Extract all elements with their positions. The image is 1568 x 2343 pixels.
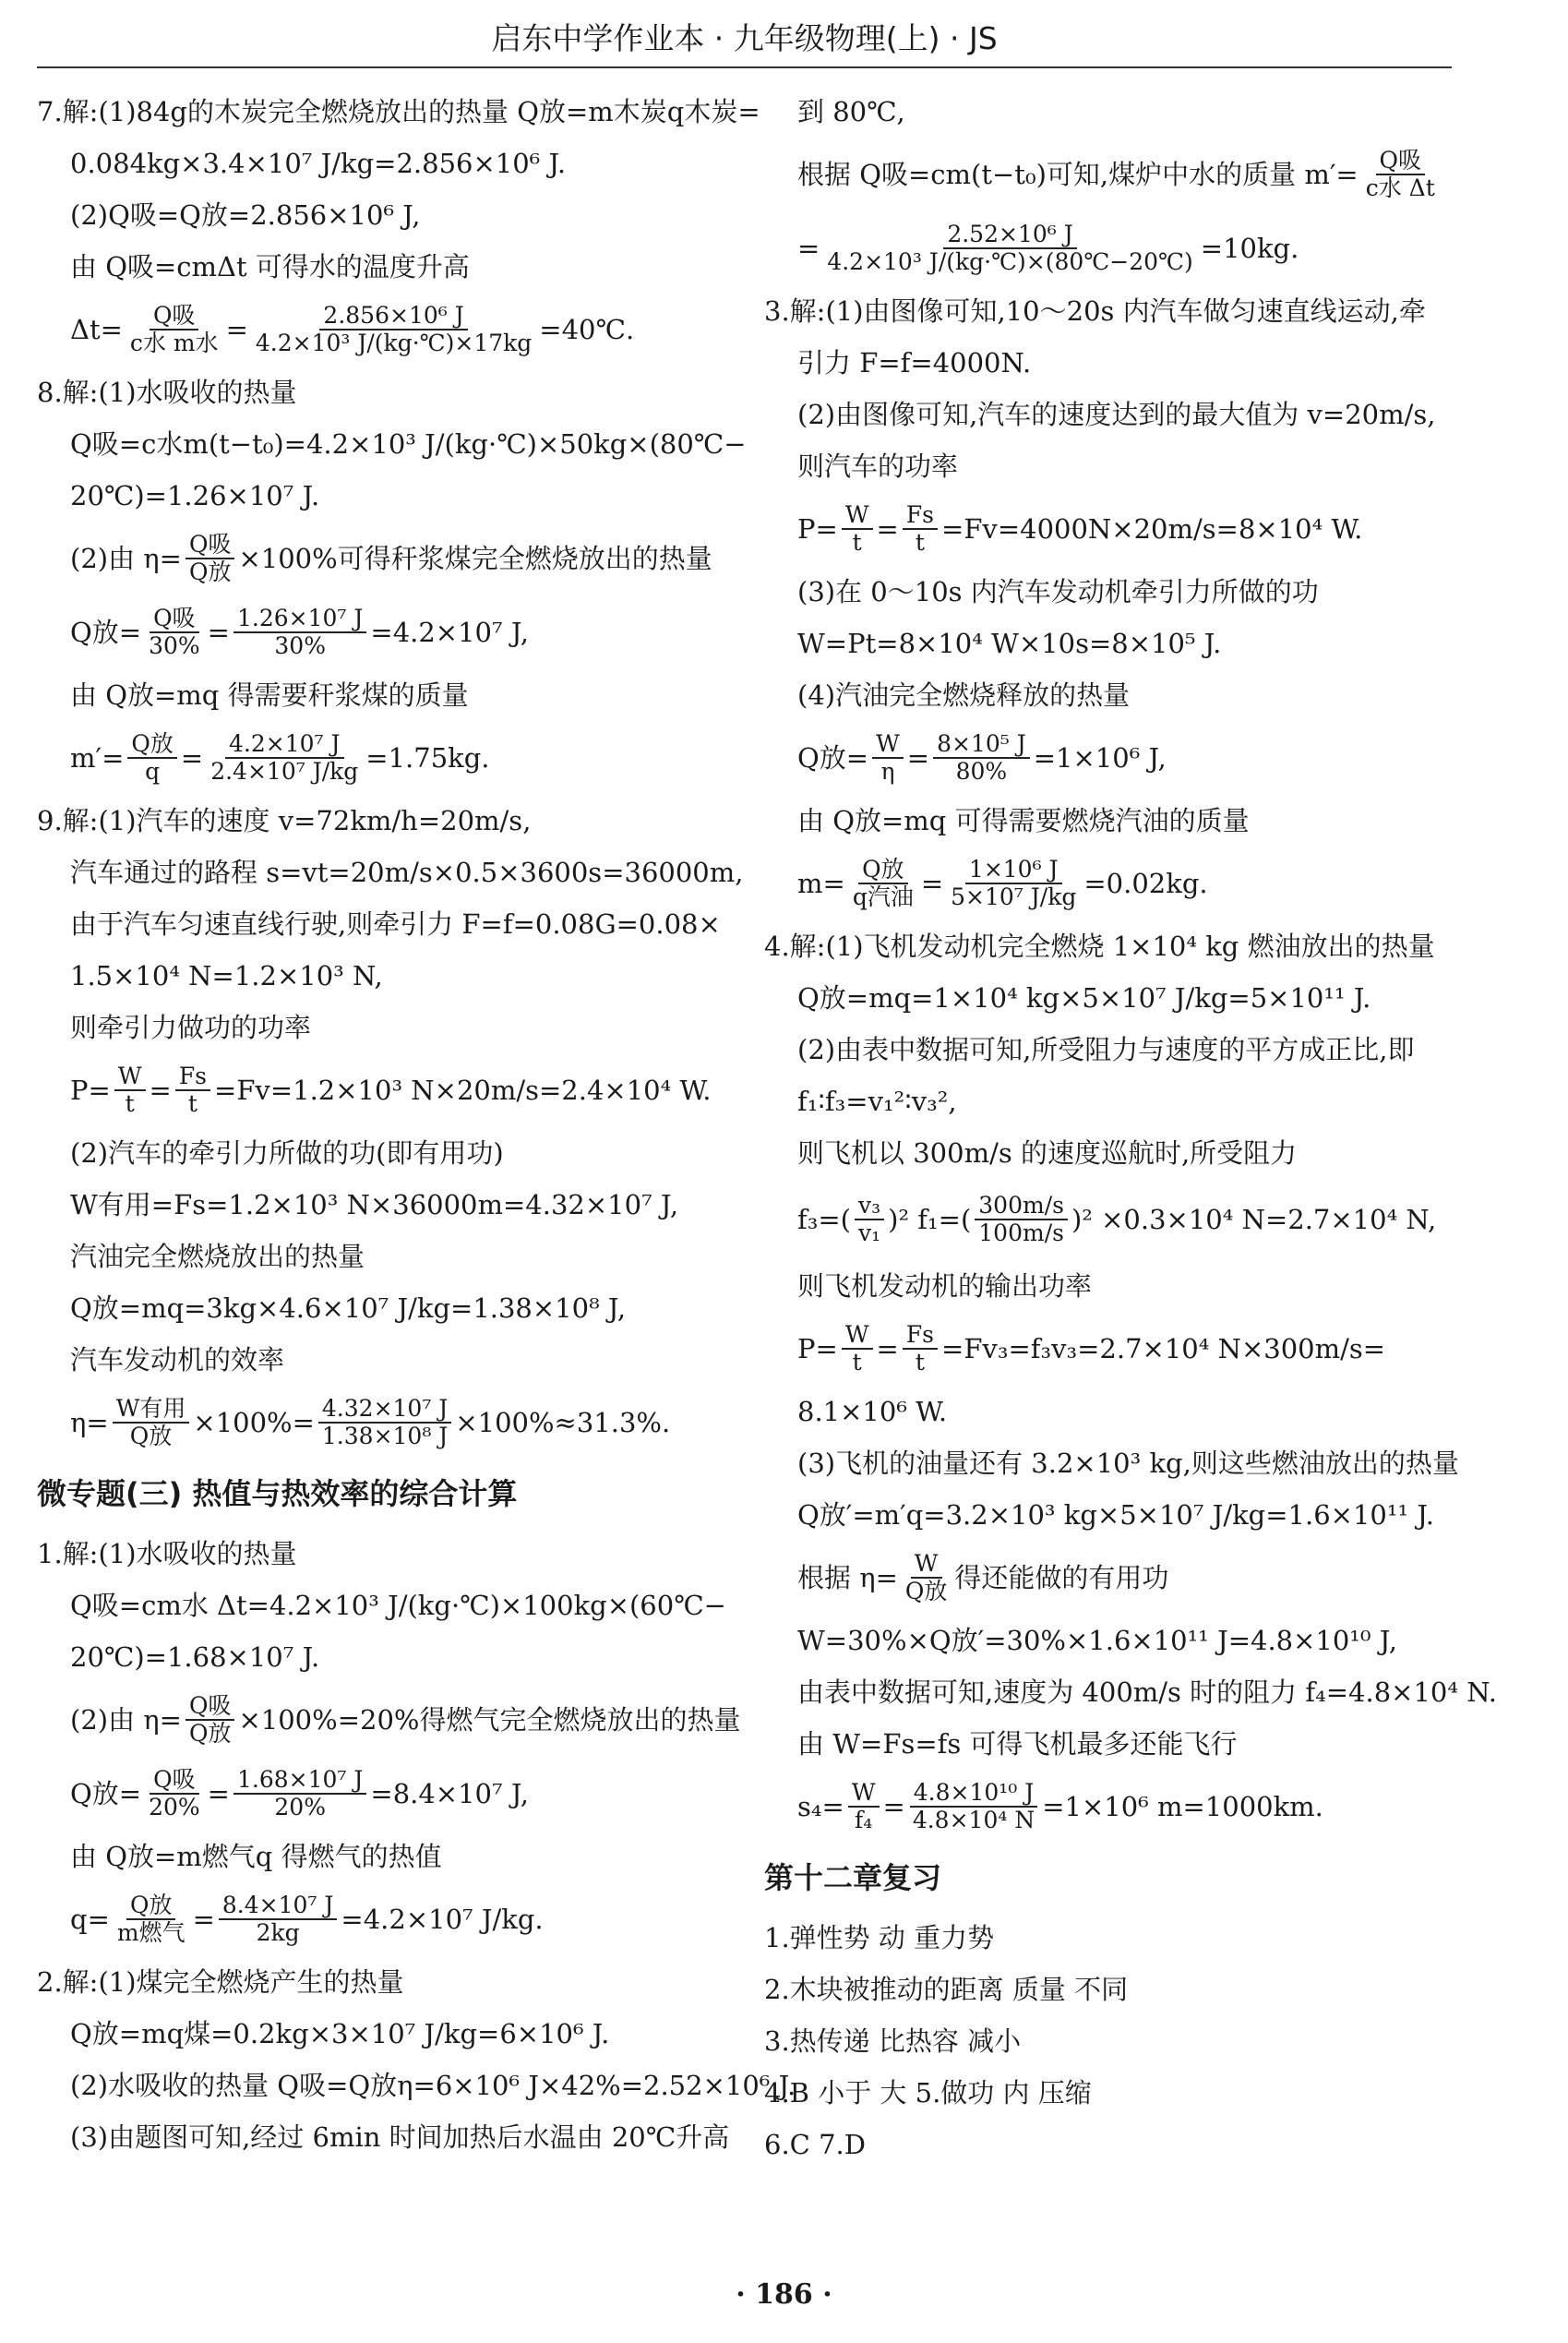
text-fragment: Q放= [70,1777,142,1809]
fraction-numerator: Q放 [126,1892,176,1920]
fraction-denominator: 20% [149,1794,200,1820]
fraction-numerator: W有用 [113,1396,190,1424]
text-fragment: = [207,1777,230,1809]
text-line: f₁∶f₃=v₁²∶v₃², [797,1085,957,1117]
text-fragment: s₄= [797,1790,844,1822]
fraction [175,1063,210,1117]
fraction-numerator: 1.26×10⁷ J [233,606,366,633]
header-rule [37,66,1452,68]
fraction [855,1193,884,1246]
text-line [37,1053,736,1127]
text-line: 7.解:(1)84g的木炭完全燃烧放出的热量 Q放=m木炭q木炭= [37,95,760,127]
text-line [764,211,1452,285]
fraction [114,1892,189,1946]
text-fragment: =8.4×10⁷ J, [370,1777,529,1809]
fraction [975,1193,1068,1246]
text-line [764,1312,1452,1386]
fraction-numerator: W [842,502,873,530]
text-fragment: 得还能做的有用功 [954,1561,1169,1593]
fraction [842,1322,873,1376]
text-line: 0.084kg×3.4×10⁷ J/kg=2.856×10⁶ J. [70,147,567,179]
fraction-denominator: 2.4×10⁷ J/kg [210,758,359,785]
fraction-denominator: t [852,529,862,556]
fraction-denominator: Q放 [188,559,232,585]
fraction-denominator: 4.8×10⁴ N [912,1807,1035,1833]
fraction-numerator: Q吸 [1376,148,1426,175]
fraction-numerator: Fs [903,502,938,530]
text-fragment: )² f₁=( [888,1203,972,1235]
text-line: (4)汽油完全燃烧释放的热量 [797,679,1131,711]
text-line: Q放=mq=3kg×4.6×10⁷ J/kg=1.38×10⁸ J, [70,1292,627,1324]
text-line: 20℃)=1.68×10⁷ J. [70,1640,320,1673]
text-line: (3)在 0～10s 内汽车发动机牵引力所做的功 [797,575,1319,607]
text-line: W=Pt=8×10⁴ W×10s=8×10⁵ J. [797,627,1222,659]
text-fragment: =Fv₃=f₃v₃=2.7×10⁴ N×300m/s= [941,1332,1386,1364]
text-line: (2)汽车的牵引力所做的功(即有用功) [70,1136,504,1169]
text-line: 8.1×10⁶ W. [797,1395,948,1427]
text-line [37,1757,736,1831]
text-line: 则汽车的功率 [797,450,959,482]
fraction-numerator: Q吸 [186,532,235,559]
fraction [947,857,1080,910]
text-fragment: =1.75kg. [365,741,490,774]
section-heading: 第十二章复习 [764,1859,942,1895]
text-fragment: (2)由 η= [70,1703,182,1736]
text-line: W=30%×Q放′=30%×1.6×10¹¹ J=4.8×10¹⁰ J, [797,1624,1397,1656]
text-line [764,1179,1452,1260]
fraction [186,532,235,585]
text-fragment: =4.2×10⁷ J, [370,616,529,648]
text-fragment: P= [797,512,838,545]
page-header: 启东中学作业本 · 九年级物理(上) · JS [491,20,998,56]
fraction-numerator: Fs [903,1322,938,1350]
text-line: 1.弹性势 动 重力势 [764,1921,995,1953]
fraction-numerator: Q放 [858,857,908,884]
text-fragment: (2)由 η= [70,542,182,574]
fraction-numerator: 300m/s [975,1193,1068,1220]
fraction [207,731,362,785]
text-line [37,1386,736,1460]
text-line: 8.解:(1)水吸收的热量 [37,376,297,408]
fraction-numerator: 4.8×10¹⁰ J [910,1780,1038,1808]
fraction [933,731,1030,785]
fraction-numerator: 8.4×10⁷ J [219,1892,338,1920]
fraction-numerator: W [911,1551,942,1579]
text-fragment: =1×10⁶ m=1000km. [1042,1790,1323,1822]
text-line: 由 Q放=mq 可得需要燃烧汽油的质量 [797,804,1250,836]
text-fragment: =Fv=4000N×20m/s=8×10⁴ W. [941,512,1363,545]
fraction-denominator: Q放 [904,1578,948,1604]
text-fragment: = [882,1790,905,1822]
text-line: Q吸=c水m(t−t₀)=4.2×10³ J/(kg·℃)×50kg×(80℃− [70,427,747,460]
fraction [113,1396,190,1449]
text-fragment: m= [797,867,845,899]
text-line [764,1770,1452,1844]
fraction-denominator: 20% [274,1794,326,1820]
text-line: 汽车通过的路程 s=vt=20m/s×0.5×3600s=36000m, [70,856,744,888]
fraction-numerator: Q吸 [150,303,199,330]
fraction-denominator: t [125,1090,135,1117]
text-fragment: 根据 Q吸=cm(t−t₀)可知,煤炉中水的质量 m′= [797,158,1359,190]
fraction [823,222,1196,275]
fraction-numerator: W [842,1322,873,1350]
text-line: 由 Q吸=cmΔt 可得水的温度升高 [70,250,470,282]
text-fragment: P= [797,1332,838,1364]
fraction [848,1780,880,1833]
fraction-denominator: f₄ [855,1807,873,1833]
text-line: 3.解:(1)由图像可知,10～20s 内汽车做匀速直线运动,牵 [764,294,1426,327]
fraction [849,857,917,910]
text-line: Q放=mq=1×10⁴ kg×5×10⁷ J/kg=5×10¹¹ J. [797,981,1371,1014]
fraction-denominator: m燃气 [116,1919,186,1946]
text-fragment: P= [70,1074,111,1106]
text-line: Q吸=cm水 Δt=4.2×10³ J/(kg·℃)×100kg×(60℃− [70,1589,726,1621]
fraction [145,1767,204,1820]
fraction [127,731,177,785]
fraction-numerator: Q吸 [150,1767,199,1795]
fraction-numerator: 2.52×10⁶ J [943,222,1076,249]
page-number: · 186 · [736,2278,832,2311]
fraction-denominator: Q放 [188,1720,232,1747]
text-fragment: =10kg. [1200,232,1299,264]
fraction-numerator: v₃ [855,1193,884,1220]
text-line: 引力 F=f=4000N. [797,346,1032,378]
fraction-numerator: Q放 [127,731,177,759]
text-line [764,138,1452,211]
text-fragment: ×100%=20%得燃气完全燃烧放出的热量 [238,1703,741,1736]
fraction-denominator: 30% [149,632,200,659]
fraction [1362,148,1439,201]
fraction-numerator: 8×10⁵ J [933,731,1030,759]
fraction [909,1780,1038,1833]
fraction-numerator: 4.2×10⁷ J [225,731,344,759]
fraction-denominator: 2kg [256,1919,300,1946]
text-fragment: 根据 η= [797,1561,898,1593]
fraction-numerator: W [848,1780,880,1808]
text-fragment: =1×10⁶ J, [1033,741,1167,774]
text-fragment: =Fv=1.2×10³ N×20m/s=2.4×10⁴ W. [214,1074,712,1106]
fraction [233,1767,366,1820]
text-line: 由 Q放=m燃气q 得燃气的热值 [70,1840,442,1872]
text-fragment: = [225,313,248,345]
fraction [126,303,222,356]
text-line [764,1541,1452,1615]
fraction-denominator: t [915,1349,925,1376]
text-fragment: = [797,232,820,264]
text-fragment: =4.2×10⁷ J/kg. [341,1903,544,1935]
text-line: 4.解:(1)飞机发动机完全燃烧 1×10⁴ kg 燃油放出的热量 [764,930,1435,962]
text-line: 由于汽车匀速直线行驶,则牵引力 F=f=0.08G=0.08× [70,907,721,940]
fraction-numerator: 4.32×10⁷ J [318,1396,451,1424]
fraction [114,1063,146,1117]
fraction [903,1322,938,1376]
text-line [37,1683,741,1757]
fraction-numerator: Q吸 [150,606,199,633]
fraction-denominator: 30% [274,632,326,659]
text-line: (2)Q吸=Q放=2.856×10⁶ J, [70,198,421,231]
fraction [842,502,873,556]
text-line: 9.解:(1)汽车的速度 v=72km/h=20m/s, [37,804,532,836]
text-fragment: ×100%≈31.3%. [455,1406,671,1438]
fraction-numerator: 2.856×10⁶ J [319,303,467,330]
fraction [903,502,938,556]
fraction-denominator: 5×10⁷ J/kg [951,883,1077,910]
text-fragment: = [192,1903,215,1935]
fraction-denominator: 4.2×10³ J/(kg·℃)×17kg [255,330,533,356]
text-line: 汽油完全燃烧放出的热量 [70,1240,365,1272]
fraction-numerator: Q吸 [186,1693,235,1721]
text-fragment: q= [70,1903,110,1935]
text-fragment: m′= [70,741,125,774]
fraction [219,1892,338,1946]
text-fragment: = [149,1074,172,1106]
text-fragment: = [207,616,230,648]
text-fragment: =40℃. [539,313,635,345]
text-fragment: = [876,1332,899,1364]
fraction [186,1693,235,1747]
text-fragment: = [876,512,899,545]
text-line [764,847,1452,920]
fraction [902,1551,952,1604]
fraction-denominator: η [880,758,895,785]
text-line: 由 Q放=mq 得需要秆浆煤的质量 [70,679,469,711]
text-line [764,492,1452,566]
text-line: 3.热传递 比热容 减小 [764,2025,1022,2057]
text-line: Q放′=m′q=3.2×10³ kg×5×10⁷ J/kg=1.6×10¹¹ J. [797,1498,1434,1531]
text-fragment: Q放= [70,616,142,648]
text-line [37,721,736,795]
section-heading: 微专题(三) 热值与热效率的综合计算 [37,1475,518,1511]
text-line: 则牵引力做功的功率 [70,1011,312,1043]
text-fragment: ×100%可得秆浆煤完全燃烧放出的热量 [238,542,712,574]
text-line: 1.5×10⁴ N=1.2×10³ N, [70,959,383,991]
text-fragment: = [180,741,204,774]
text-line: 2.木块被推动的距离 质量 不同 [764,1973,1129,2005]
fraction-numerator: 1.68×10⁷ J [233,1767,366,1795]
fraction-numerator: Fs [175,1063,210,1091]
right-column [764,86,1497,2170]
fraction-denominator: 1.38×10⁸ J [321,1423,449,1449]
text-fragment: f₃=( [797,1203,851,1235]
text-line: 由表中数据可知,速度为 400m/s 时的阻力 f₄=4.8×10⁴ N. [797,1676,1497,1708]
text-line: 汽车发动机的效率 [70,1343,285,1376]
text-line: (2)由图像可知,汽车的速度达到的最大值为 v=20m/s, [797,398,1436,430]
fraction-denominator: t [915,529,925,556]
text-fragment: Δt= [70,313,123,345]
fraction-denominator: c水 m水 [129,330,219,356]
text-line: W有用=Fs=1.2×10³ N×36000m=4.32×10⁷ J, [70,1188,679,1220]
text-line: (2)由表中数据可知,所受阻力与速度的平方成正比,即 [797,1033,1415,1065]
fraction-denominator: t [187,1090,197,1117]
text-line [37,522,736,595]
fraction [233,606,366,659]
fraction-numerator: 1×10⁶ J [965,857,1062,884]
fraction-denominator: t [852,1349,862,1376]
fraction-denominator: 4.2×10³ J/(kg·℃)×(80℃−20℃) [827,248,1193,275]
fraction-denominator: v₁ [857,1220,881,1246]
fraction-denominator: q [145,758,161,785]
text-line: 6.C 7.D [764,2128,866,2160]
text-line: (2)水吸收的热量 Q吸=Q放η=6×10⁶ J×42%=2.52×10⁶ J. [70,2069,796,2101]
text-line: 2.解:(1)煤完全燃烧产生的热量 [37,1965,404,1998]
fraction-denominator: 80% [955,758,1008,785]
text-fragment: = [920,867,944,899]
fraction-denominator: Q放 [129,1423,173,1449]
text-line [37,293,736,366]
text-line: 20℃)=1.26×10⁷ J. [70,479,320,511]
left-column [37,86,796,2163]
text-line: 则飞机发动机的输出功率 [797,1269,1093,1302]
text-line [764,721,1452,795]
text-line: (3)由题图可知,经过 6min 时间加热后水温由 20℃升高 [70,2121,730,2153]
text-line [37,595,736,669]
fraction-denominator: 100m/s [978,1220,1064,1246]
text-fragment: =0.02kg. [1083,867,1208,899]
text-fragment: = [906,741,930,774]
fraction-denominator: c水 Δt [1365,174,1435,201]
text-line: 1.解:(1)水吸收的热量 [37,1537,297,1569]
text-line: 到 80℃, [797,95,905,127]
fraction-denominator: q汽油 [852,883,914,910]
text-fragment: η= [70,1406,109,1438]
text-fragment: )² ×0.3×10⁴ N=2.7×10⁴ N, [1071,1203,1437,1235]
fraction [318,1396,451,1449]
fraction-numerator: W [114,1063,146,1091]
fraction [145,606,204,659]
fraction-numerator: W [872,731,904,759]
text-line: (3)飞机的油量还有 3.2×10³ kg,则这些燃油放出的热量 [797,1447,1459,1479]
text-line: Q放=mq煤=0.2kg×3×10⁷ J/kg=6×10⁶ J. [70,2017,610,2049]
text-line: 由 W=Fs=fs 可得飞机最多还能飞行 [797,1727,1238,1760]
text-line: 则飞机以 300m/s 的速度巡航时,所受阻力 [797,1136,1298,1169]
text-line [37,1882,736,1956]
text-fragment: Q放= [797,741,869,774]
text-line: 4.B 小于 大 5.做功 内 压缩 [764,2076,1092,2109]
fraction [252,303,535,356]
fraction [872,731,904,785]
text-fragment: ×100%= [193,1406,315,1438]
